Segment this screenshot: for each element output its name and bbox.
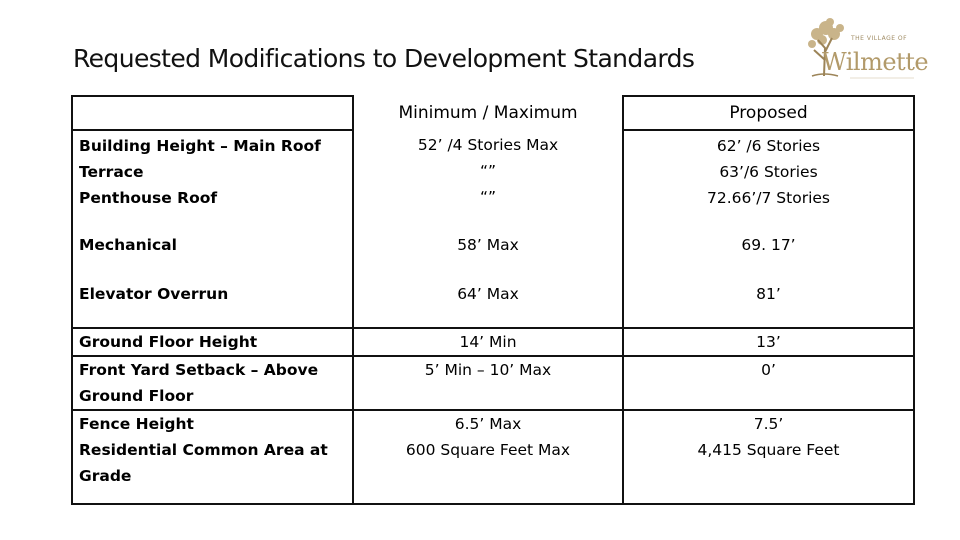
row-label-mechanical: Mechanical	[72, 230, 353, 281]
page-title: Requested Modifications to Development Standards	[73, 44, 695, 73]
header-blank	[72, 96, 353, 130]
row-label-fence-height: Fence Height Residential Common Area at Grade	[72, 410, 353, 504]
proposed-ground-floor-height: 13’	[623, 328, 914, 356]
minmax-mechanical: 58’ Max	[457, 236, 519, 254]
minmax-ground-floor-height: 14’ Min	[353, 328, 623, 356]
table-header-row	[72, 96, 914, 130]
header-proposed: Proposed	[623, 96, 914, 130]
row-label-front-yard-setback: Front Yard Setback – Above Ground Floor	[72, 356, 353, 410]
proposed-building-height: 62’ /6 Stories 63’/6 Stories 72.66’/7 Stories	[623, 130, 914, 230]
row-label-elevator-overrun: Elevator Overrun	[72, 281, 353, 328]
table-row	[72, 410, 914, 504]
proposed-fence-height: 7.5’ 4,415 Square Feet	[623, 410, 914, 504]
row-label-ground-floor-height: Ground Floor Height	[72, 328, 353, 356]
minmax-elevator-overrun: 64’ Max	[457, 285, 519, 303]
table-row	[72, 356, 914, 410]
minmax-front-yard-setback: 5’ Min – 10’ Max	[353, 356, 623, 410]
proposed-mechanical: 69. 17’	[623, 230, 914, 281]
standards-table	[71, 95, 915, 505]
table-row	[72, 230, 914, 281]
row-label-building-height: Building Height – Main Roof Terrace Penthouse Roof	[72, 130, 353, 230]
minmax-building-height: 52’ /4 Stories Max “” “”	[417, 136, 559, 206]
table-row	[72, 328, 914, 356]
logo-wordmark: Wilmette	[822, 48, 929, 76]
header-minimum-maximum: Minimum / Maximum	[398, 103, 578, 123]
minmax-fence-height: 6.5’ Max 600 Square Feet Max	[353, 410, 623, 504]
table-row	[72, 281, 914, 328]
logo-village-label: THE VILLAGE OF	[851, 35, 908, 42]
proposed-front-yard-setback: 0’	[623, 356, 914, 410]
proposed-elevator-overrun: 81’	[623, 281, 914, 328]
table-row	[72, 130, 914, 230]
